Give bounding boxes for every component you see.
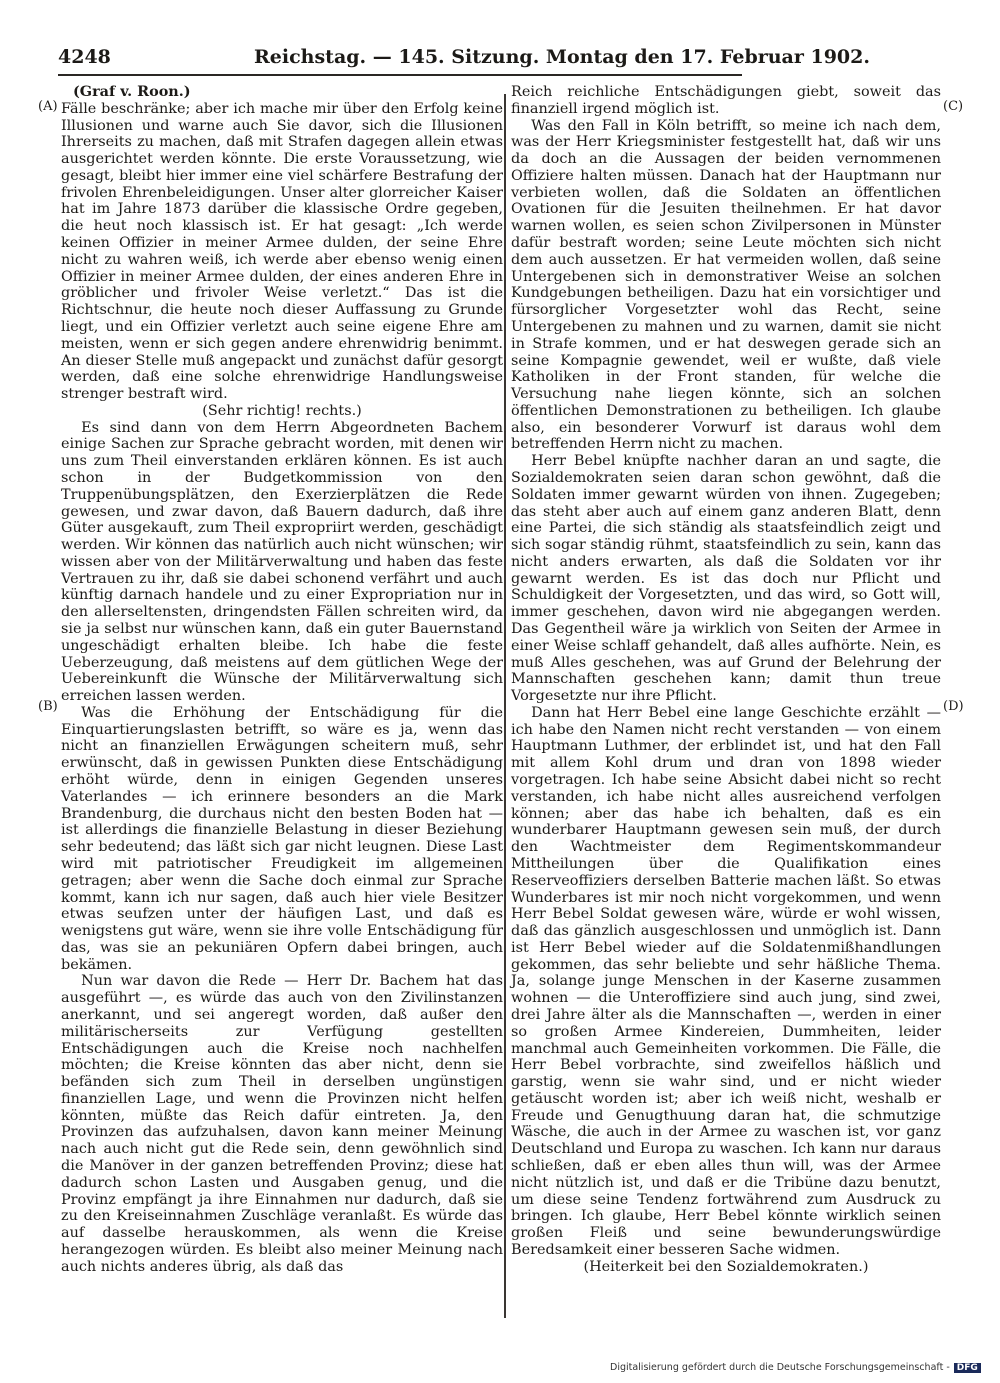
paragraph: Was den Fall in Köln betrifft, so meine ich nach dem, was der Herr Kriegsminister festgestellt hat, daß wir uns da doch an die Aussagen der beiden vernommenen Offiziere halten müssen. Danach hat der Hauptmann nur verbieten wollen, daß die Soldaten an öffentlichen Ovationen für die Jesuiten theilnehmen. Er hat davor warnen wollen, es seien schon Zivilpersonen in Münster dafür bestraft worden; seine Leute möchten sich nicht dem auch aussetzen. Er hat vermeiden wollen, daß seine Untergebenen sich in demonstrativer Weise an solchen Kundgebungen betheiligen. Dazu hat ein vorsichtiger und fürsorglicher Vorgesetzter wohl das Recht, seine Untergebenen zu mahnen und zu warnen, damit sie nicht in Strafe kommen, und er hat deswegen gerade sich an seine Kompagnie gewendet, weil er wußte, daß viele Katholiken in der Front standen, für welche die Versuchung nahe liegen könnte, sich an solchen öffentlichen Demonstrationen zu betheiligen. Ich glaube also, ein besonderer Vorwurf ist daraus wohl dem betreffenden Herrn nicht zu machen. [511, 117, 941, 453]
paragraph: Fälle beschränke; aber ich mache mir über den Erfolg keine Illusionen und warne auch Sie davor, sich die Illusionen Ihrerseits zu machen, daß mit Strafen dagegen allein etwas ausgerichtet werden könnte. Die erste Voraussetzung, wie gesagt, bleibt hier immer eine viel schärfere Bestrafung der frivolen Ehrenbeleidigungen. Unser alter glorreicher Kaiser hat im Jahre 1873 darüber die klassische Ordre gegeben, die heut noch klassisch ist. Er hat gesagt: „Ich werde keinen Offizier in meiner Armee dulden, der seine Ehre nicht zu wahren weiß, ich werde aber ebenso wenig einen Offizier in meiner Armee dulden, der eines anderen Ehre in gröblicher und frivoler Weise verletzt.“ Das ist die Richtschnur, die heute noch dieser Auffassung zu Grunde liegt, und ein Offizier verletzt auch seine eigene Ehre am meisten, wenn er sich gegen andere ehrenwidrig benimmt. An dieser Stelle muß angepackt und zunächst dafür gesorgt werden, daß eine solche ehrenwidrige Handlungsweise strenger bestraft wird. [61, 100, 503, 403]
paragraph: Dann hat Herr Bebel eine lange Geschichte erzählt — ich habe den Namen nicht recht verstanden — von einem Hauptmann Luthmer, der erblindet ist, und hat den Fall mit allem Kohl drum und dran von 1898 wieder vorgetragen. Ich habe seine Absicht dabei nicht so recht verstanden, ich habe nicht alles ausreichend verfolgen können; aber das habe ich behalten, daß es ein wunderbarer Hauptmann gewesen sein muß, der durch den Wachtmeister dem Regimentskommandeur Mittheilungen über die Qualifikation eines Reserveoffiziers derselben Batterie machen läßt. So etwas Wunderbares ist mir noch nicht vorgekommen, und wenn Herr Bebel Soldat gewesen wäre, würde er wohl wissen, daß das gänzlich ausgeschlossen und unmöglich ist. Dann ist Herr Bebel wieder auf die Soldatenmißhandlungen gekommen, das sehr beliebte und sehr häßliche Thema. Ja, solange junge Menschen in der Kaserne zusammen wohnen — die Unteroffiziere sind auch jung, sind zwei, drei Jahre älter als die Mannschaften —, werden in einer so großen Armee Kindereien, Dummheiten, leider manchmal auch Gemeinheiten vorkommen. Die Fälle, die Herr Bebel vorbrachte, sind zweifellos häßlich und garstig, wenn sie wahr sind, und er nicht wieder getäuscht worden ist; aber ich weiß nicht, weshalb er Freude und Genugthuung daran hat, die schmutzige Wäsche, die auch in der Armee zu waschen ist, vor ganz Deutschland und Europa zu waschen. Ich kann nur daraus schließen, daß er eben alles thun will, was der Armee nicht nützlich ist, und daß er die Tribüne dazu benutzt, um diese seine Tendenz fortwährend zum Ausdruck zu bringen. Ich glaube, Herr Bebel könnte wirklich seinen großen Fleiß und seine bewunderungswürdige Beredsamkeit einer besseren Sache widmen. [511, 704, 941, 1258]
footer-text: Digitalisierung gefördert durch die Deutsche Forschungsgemeinschaft - [610, 1362, 950, 1373]
interjection: (Sehr richtig! rechts.) [202, 402, 362, 419]
page-number: 4248 [58, 46, 111, 68]
dfg-logo: DFG [954, 1363, 981, 1373]
paragraph: Es sind dann von dem Herrn Abgeordneten Bachem einige Sachen zur Sprache gebracht worden, mit denen wir uns zum Theil einverstanden erklären können. Es ist auch schon in der Budgetkommission von den Truppenübungsplätzen, den Exerzierplätzen die Rede gewesen, und zwar davon, daß Bauern dadurch, daß ihre Güter ausgekauft, zum Theil expropriirt werden, geschädigt werden. Wir können das natürlich auch nicht wünschen; wir wissen aber von der Militärverwaltung und haben das feste Vertrauen zu ihr, daß sie dabei schonend verfährt und auch künftig darnach handele und zu einer Expropriation nur in den allerseltensten, dringendsten Fällen schreiten wird, da sie ja selbst nur wünschen kann, daß ein guter Bauernstand ungeschädigt erhalten bleibe. Ich habe die feste Ueberzeugung, daß meistens auf dem gütlichen Wege der Uebereinkunft die Wünsche der Militärverwaltung sich erreichen lassen werden. [61, 419, 503, 705]
paragraph: Reich reichliche Entschädigungen giebt, soweit das finanziell irgend möglich ist. [511, 84, 941, 117]
page-header [58, 44, 870, 76]
paragraph: Was die Erhöhung der Entschädigung für die Einquartierungslasten betrifft, so wäre es ja, wenn das nicht an finanziellen Erwägungen scheitern muß, sehr erwünscht, daß in gewissen Punkten diese Entschädigung erhöht würde, denn in einigen Gegenden unseres Vaterlandes — ich erinnere besonders an die Mark Brandenburg, die durchaus nicht den besten Boden hat — ist allerdings die finanzielle Belastung in dieser Beziehung sehr bedeutend; das läßt sich gar nicht leugnen. Diese Last wird mit patriotischer Freudigkeit im allgemeinen getragen; aber wenn die Sache doch einmal zur Sprache kommt, kann ich nur sagen, daß auch hier viele Besitzer etwas seufzen unter der häufigen Last, und daß es wenigstens gut wäre, wenn sie ihre volle Entschädigung für das, was sie an pekuniären Opfern dabei bringen, auch bekämen. [61, 704, 503, 973]
margin-mark-b: (B) [38, 699, 58, 714]
digitization-footer [610, 1362, 990, 1378]
margin-mark-c: (C) [943, 99, 964, 114]
running-title: Reichstag. — 145. Sitzung. Montag den 17. Februar 1902. [254, 46, 870, 68]
paragraph: Nun war davon die Rede — Herr Dr. Bachem hat das ausgeführt —, es würde das auch von den Zivilinstanzen anerkannt, und sei angeregt worden, daß außer den militärischerseits zur Verfügung gestellten Entschädigungen auch die Kreise noch nachhelfen möchten; die Kreise könnten das aber nicht, denn sie befänden sich zum Theil in derselben ungünstigen finanziellen Lage, und wenn die Provinzen nicht helfen könnten, müßte das Reich dafür eintreten. Ja, den Provinzen das aufzuhalsen, davon kann meiner Meinung nach auch nicht gut die Rede sein, denn gewöhnlich sind die Manöver in der ganzen betreffenden Provinz; diese hat dadurch schon Lasten und Ausgaben genug, und die Provinz empfängt ja ihre Einnahmen nur dadurch, daß sie zu den Kreiseinnahmen Zuschläge veranlaßt. Es würde das auf dasselbe herauskommen, als wenn die Kreise herangezogen würden. Es bleibt also meiner Meinung nach auch nichts anderes übrig, als daß das [61, 973, 503, 1275]
speaker-line: (Graf v. Roon.) [73, 83, 191, 100]
paragraph: Herr Bebel knüpfte nachher daran an und sagte, die Sozialdemokraten seien daran schon gewöhnt, daß die Soldaten immer gewarnt würden von ihnen. Zugegeben; das steht aber auch auf einem ganz anderen Blatt, denn eine Partei, die sich ständig als staatsfeindlich zeigt und sich sogar ständig rühmt, staatsfeindlich zu sein, kann das nicht anders erwarten, als daß die Soldaten vor ihr gewarnt werden. Es ist das doch nur Pflicht und Schuldigkeit der Vorgesetzten, und das wird, so Gott will, immer geschehen, davon wird nie abgegangen werden. Das Gegentheil wäre ja wirklich von Seiten der Armee in einer Weise schlaff gehandelt, daß alles aufhörte. Nein, es muß Alles geschehen, was auf Grund der Belehrung der Mannschaften geschehen kann; damit thun treue Vorgesetzte nur ihre Pflicht. [511, 453, 941, 705]
right-column [511, 84, 941, 1275]
column-divider [504, 94, 506, 1318]
interjection: (Heiterkeit bei den Sozialdemokraten.) [583, 1258, 869, 1275]
left-column [61, 84, 503, 1275]
margin-mark-a: (A) [38, 99, 58, 114]
margin-mark-d: (D) [943, 699, 964, 714]
